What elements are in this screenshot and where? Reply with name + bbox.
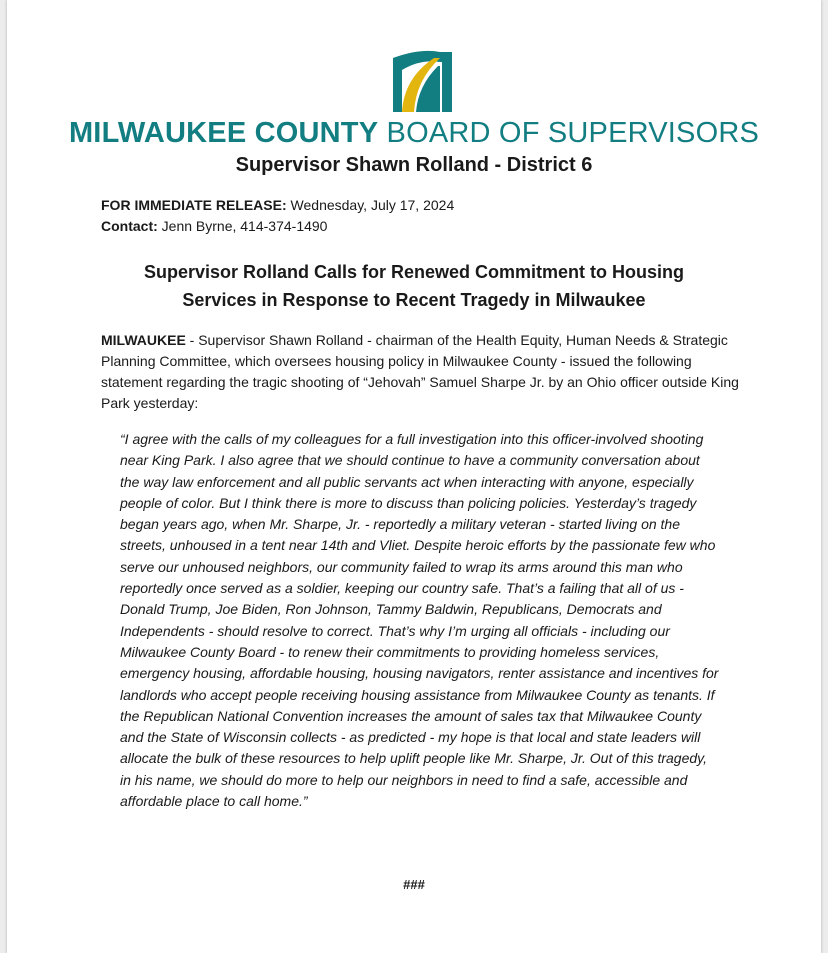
org-name-bold: MILWAUKEE COUNTY xyxy=(68,117,379,149)
supervisor-district-subtitle: Supervisor Shawn Rolland - District 6 xyxy=(235,154,593,176)
press-release-page xyxy=(7,0,821,953)
milwaukee-county-logo-icon xyxy=(390,50,453,113)
headline-line-1: Supervisor Rolland Calls for Renewed Commitment to Housing xyxy=(143,262,685,282)
org-name-light: BOARD OF SUPERVISORS xyxy=(386,117,760,149)
release-meta xyxy=(101,195,454,237)
contact-label: Contact: xyxy=(101,218,158,234)
dateline: MILWAUKEE xyxy=(101,332,186,348)
press-release-headline xyxy=(7,258,821,314)
contact-value: Jenn Byrne, 414-374-1490 xyxy=(161,218,328,234)
statement-quote: “I agree with the calls of my colleagues for a full investigation into this officer-involved shooting near King Park. I also agree that we should continue to have a community conversation about the way law enforcement and all public servants act when interacting with anyone, especially people of color. But I think there is more to discuss than policing policies. Yesterday’s tragedy began years ago, when Mr. Sharpe, Jr. - reportedly a military veteran - started living on the streets, unhoused in a tent near 14th and Vliet. Despite heroic efforts by the passionate few who serve our unhoused neighbors, our community failed to wrap its arms around this man who reportedly once served as a soldier, keeping our country safe. That’s a failing that all of us - Donald Trump, Joe Biden, Ron Johnson, Tammy Baldwin, Republicans, Democrats and Independents - should resolve to correct. That’s why I’m urging all officials - including our Milwaukee County Board - to renew their commitments to providing homeless services, emergency housing, affordable housing, housing navigators, renter assistance and incentives for landlords who accept people receiving housing assistance from Milwaukee County as tenants. If the Republican National Convention increases the amount of sales tax that Milwaukee County and the State of Wisconsin collects - as predicted - my hope is that local and state leaders will allocate the bulk of these resources to help uplift people like Mr. Sharpe, Jr. Out of this tragedy, in his name, we should do more to help our neighbors in need to find a safe, accessible and affordable place to call home.” xyxy=(120,431,719,810)
lead-text: - Supervisor Shawn Rolland - chairman of the Health Equity, Human Needs & Strategic Planning Committee, which oversees housing policy in Milwaukee County - issued the following statement regarding the tragic shooting of “Jehovah” Samuel Sharpe Jr. by an Ohio officer outside King Park yesterday: xyxy=(101,332,739,411)
headline-line-2: Services in Response to Recent Tragedy in Milwaukee xyxy=(182,290,646,310)
release-line xyxy=(101,195,454,216)
release-label: FOR IMMEDIATE RELEASE: xyxy=(101,197,287,213)
contact-line xyxy=(101,216,454,237)
release-date: Wednesday, July 17, 2024 xyxy=(290,197,455,213)
end-of-release-mark: ### xyxy=(403,877,425,892)
lead-paragraph xyxy=(101,330,741,414)
organization-name xyxy=(7,117,821,150)
